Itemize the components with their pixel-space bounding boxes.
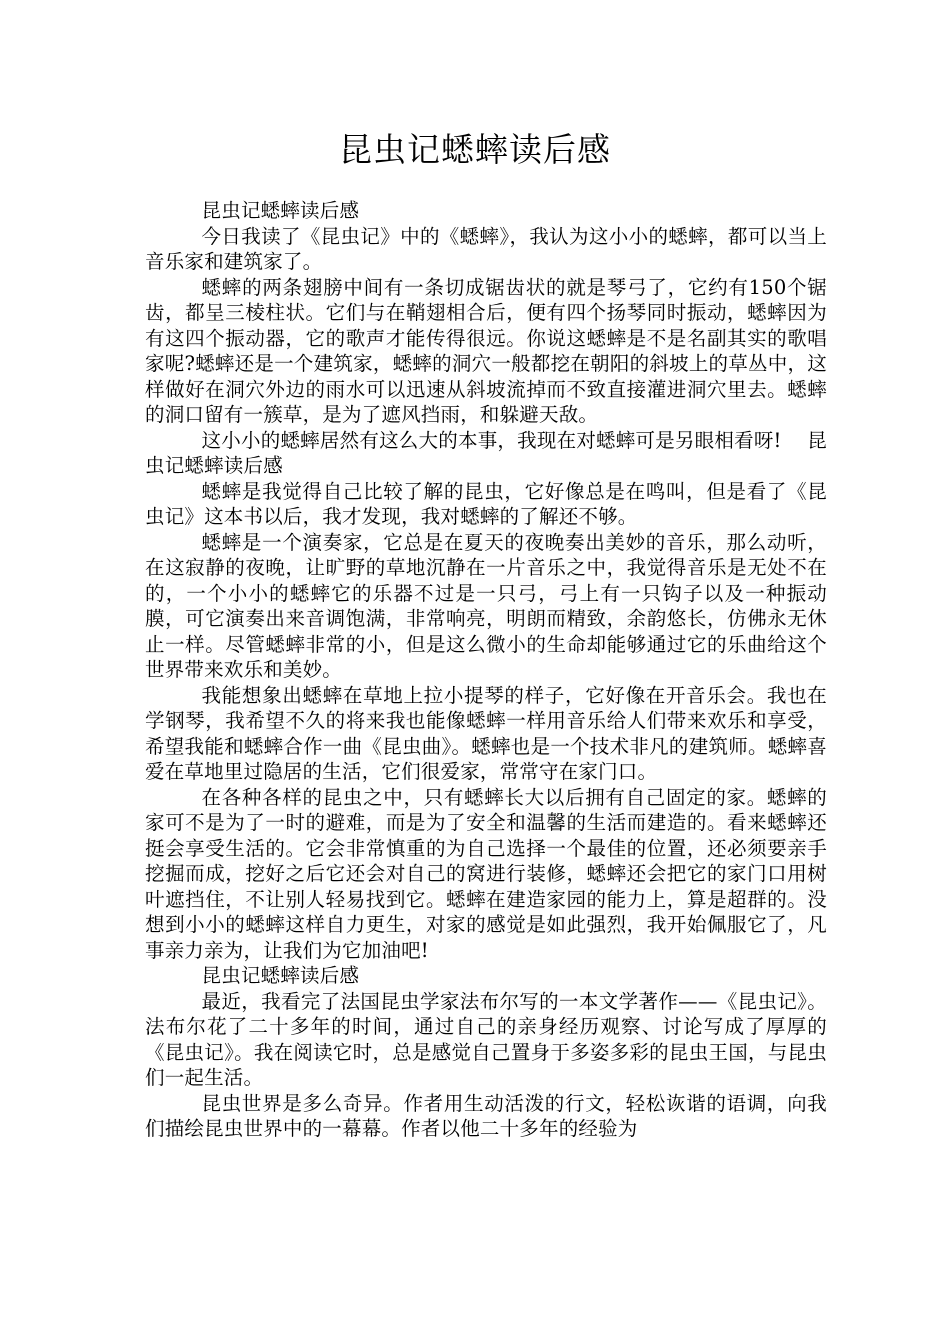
paragraph: 今日我读了《昆虫记》中的《蟋蟀》，我认为这小小的蟋蟀，都可以当上音乐家和建筑家了。	[145, 224, 827, 273]
section-heading: 昆虫记蟋蟀读后感	[201, 199, 360, 222]
paragraph: 最近，我看完了法国昆虫学家法布尔写的一本文学著作——《昆虫记》。法布尔花了二十多年的时间，通过自己的亲身经历观察、讨论写成了厚厚的《昆虫记》。我在阅读它时，总是感觉自己置身于多姿多彩的昆虫王国，与昆虫们一起生活。	[145, 989, 827, 1089]
paragraph: 昆虫世界是多么奇异。作者用生动活泼的行文，轻松诙谐的语调，向我们描绘昆虫世界中的一幕幕。作者以他二十多年的经验为	[145, 1091, 827, 1140]
paragraph: 蟋蟀的两条翅膀中间有一条切成锯齿状的就是琴弓了，它约有150个锯齿，都呈三棱柱状。它们与在鞘翅相合后，便有四个扬琴同时振动，蟋蟀因为有这四个振动器，它的歌声才能传得很远。你说这蟋蟀是不是名副其实的歌唱家呢?蟋蟀还是一个建筑家，蟋蟀的洞穴一般都挖在朝阳的斜坡上的草丛中，这样做好在洞穴外边的雨水可以迅速从斜坡流掉而不致直接灌进洞穴里去。蟋蟀的洞口留有一簇草，是为了遮风挡雨，和躲避天敌。	[145, 275, 827, 426]
paragraph: 蟋蟀是一个演奏家，它总是在夏天的夜晚奏出美妙的音乐，那么动听，在这寂静的夜晚，让旷野的草地沉静在一片音乐之中，我觉得音乐是无处不在的，一个小小的蟋蟀它的乐器不过是一只弓，弓上有一只钩子以及一种振动膜，可它演奏出来音调饱满，非常响亮，明朗而精致，余韵悠长，仿佛永无休止一样。尽管蟋蟀非常的小，但是这么微小的生命却能够通过它的乐曲给这个世界带来欢乐和美妙。	[145, 530, 827, 681]
paragraph: 蟋蟀是我觉得自己比较了解的昆虫，它好像总是在鸣叫，但是看了《昆虫记》这本书以后，我才发现，我对蟋蟀的了解还不够。	[145, 479, 827, 528]
paragraph: 我能想象出蟋蟀在草地上拉小提琴的样子，它好像在开音乐会。我也在学钢琴，我希望不久的将来我也能像蟋蟀一样用音乐给人们带来欢乐和享受，希望我能和蟋蟀合作一曲《昆虫曲》。蟋蟀也是一个技术非凡的建筑师。蟋蟀喜爱在草地里过隐居的生活，它们很爱家，常常守在家门口。	[145, 683, 827, 783]
paragraph: 这小小的蟋蟀居然有这么大的本事，我现在对蟋蟀可是另眼相看呀! 昆虫记蟋蟀读后感	[145, 428, 827, 477]
section-heading: 昆虫记蟋蟀读后感	[201, 964, 360, 987]
document-body	[145, 198, 827, 1142]
paragraph: 在各种各样的昆虫之中，只有蟋蟀长大以后拥有自己固定的家。蟋蟀的家可不是为了一时的避难，而是为了安全和温馨的生活而建造的。看来蟋蟀还挺会享受生活的。它会非常慎重的为自己选择一个最佳的位置，还必须要亲手挖掘而成，挖好之后它还会对自己的窝进行装修，蟋蟀还会把它的家门口用树叶遮挡住，不让别人轻易找到它。蟋蟀在建造家园的能力上，算是超群的。没想到小小的蟋蟀这样自力更生，对家的感觉是如此强烈，我开始佩服它了，凡事亲力亲为，让我们为它加油吧!	[145, 785, 827, 962]
document-title: 昆虫记蟋蟀读后感	[339, 130, 611, 169]
